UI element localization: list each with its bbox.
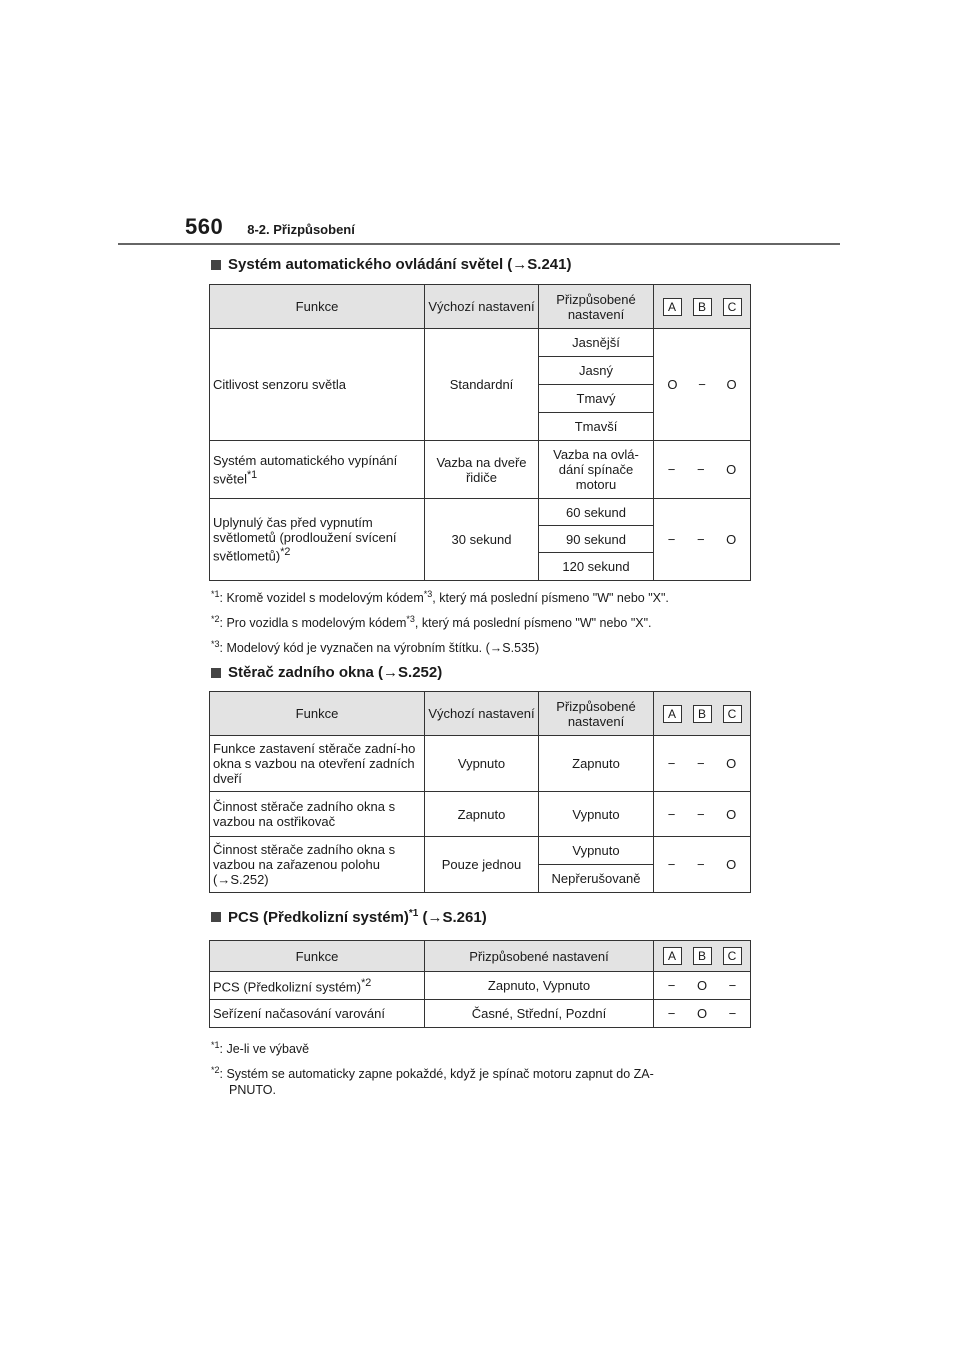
light-control-table [209, 284, 751, 581]
cell-abc [654, 736, 751, 792]
cell-abc [654, 1000, 751, 1028]
square-bullet-icon [211, 668, 221, 678]
rear-wiper-table [209, 691, 751, 893]
block3-title-text: PCS (Předkolizní systém)$^{*1}$ (→S.261) [228, 908, 487, 926]
letter-a: A [663, 705, 682, 723]
table-row [210, 499, 751, 526]
value-c: O [726, 532, 737, 547]
footnote: $^{*1}$: Je-li ve výbavě [211, 1040, 310, 1057]
header-rule [118, 243, 840, 245]
value-a: − [667, 857, 676, 872]
table-row [210, 441, 751, 499]
col-funkce: Funkce [210, 285, 425, 329]
value-b: − [698, 377, 706, 392]
cell-vychozi: Standardní [425, 329, 539, 441]
col-prizpusobene: Přizpůsobené nastavení [539, 692, 654, 736]
cell-vychozi: Pouze jednou [425, 837, 539, 893]
block1-title-text: Systém automatického ovládání světel (→S.241) [228, 256, 572, 273]
cell-vychozi: Vypnuto [425, 736, 539, 792]
table-row [210, 1000, 751, 1028]
block2-title-text: Stěrač zadního okna (→S.252) [228, 664, 443, 681]
col-abc [654, 285, 751, 329]
footnote: $^{*1}$: Kromě vozidel s modelovým kódem$^{*3}$, který má poslední písmeno "W" nebo "X". [211, 589, 669, 606]
cell-option: 90 sekund [539, 526, 654, 553]
block2-title [211, 664, 442, 681]
col-vychozi: Výchozí nastavení [425, 285, 539, 329]
square-bullet-icon [211, 260, 221, 270]
cell-abc [654, 792, 751, 837]
letter-a: A [663, 947, 682, 965]
value-a: − [667, 806, 676, 822]
letter-b: B [693, 947, 712, 965]
value-c: O [726, 806, 737, 822]
page-header [185, 214, 355, 240]
cell-option: Tmavší [539, 413, 654, 441]
cell-option: Jasný [539, 357, 654, 385]
letter-b: B [693, 705, 712, 723]
letter-c: C [723, 947, 742, 965]
value-c: − [728, 1006, 737, 1021]
col-prizpusobene: Přizpůsobené nastavení [539, 285, 654, 329]
footnote: $^{*3}$: Modelový kód je vyznačen na výrobním štítku. (→S.535) [211, 639, 540, 656]
value-c: O [726, 462, 737, 477]
value-b: − [696, 857, 705, 872]
cell-vychozi: Vazba na dveře řidiče [425, 441, 539, 499]
cell-abc [654, 441, 751, 499]
value-a: − [667, 462, 676, 477]
block1-title [211, 256, 571, 273]
col-prizpusobene: Přizpůsobené nastavení [425, 941, 654, 972]
cell-option: Nepřerušovaně [539, 865, 654, 893]
value-a: − [667, 756, 676, 771]
value-b: − [696, 462, 705, 477]
cell-abc [654, 837, 751, 893]
footnote-continuation: PNUTO. [229, 1083, 276, 1098]
table-row [210, 329, 751, 357]
table-row [210, 972, 751, 1000]
cell-option: Zapnuto, Vypnuto [425, 972, 654, 1000]
value-b: − [696, 532, 705, 547]
value-a: − [667, 978, 676, 993]
page-number: 560 [185, 214, 224, 239]
letter-b: B [693, 298, 712, 316]
cell-option: Zapnuto [539, 736, 654, 792]
cell-option: Vypnuto [539, 792, 654, 837]
col-vychozi: Výchozí nastavení [425, 692, 539, 736]
cell-funkce: Činnost stěrače zadního okna s vazbou na zařazenou polohu (→S.252) [210, 837, 425, 893]
letter-a: A [663, 298, 682, 316]
cell-funkce: Činnost stěrače zadního okna s vazbou na ostřikovač [210, 792, 425, 837]
cell-option: Vazba na ovlá-dání spínače motoru [539, 441, 654, 499]
cell-option: 120 sekund [539, 553, 654, 581]
table-row [210, 837, 751, 865]
section-title: 8-2. Přizpůsobení [247, 222, 355, 237]
value-b: − [696, 806, 705, 822]
cell-funkce: Citlivost senzoru světla [210, 329, 425, 441]
cell-funkce: Seřízení načasování varování [210, 1000, 425, 1028]
cell-funkce: Funkce zastavení stěrače zadní-ho okna s vazbou na otevření zadních dveří [210, 736, 425, 792]
cell-vychozi: 30 sekund [425, 499, 539, 581]
table-row [210, 736, 751, 792]
table-row [210, 792, 751, 837]
letter-c: C [723, 705, 742, 723]
cell-vychozi: Zapnuto [425, 792, 539, 837]
value-c: − [728, 978, 737, 993]
square-bullet-icon [211, 912, 221, 922]
cell-option: Tmavý [539, 385, 654, 413]
pcs-table [209, 940, 751, 1028]
value-a: − [667, 532, 676, 547]
value-c: O [726, 857, 737, 872]
col-funkce: Funkce [210, 692, 425, 736]
footnote: $^{*2}$: Pro vozidla s modelovým kódem$^{*3}$, který má poslední písmeno "W" nebo "X". [211, 614, 652, 631]
cell-abc [654, 329, 751, 441]
col-abc [654, 692, 751, 736]
footnote: $^{*2}$: Systém se automaticky zapne pokaždé, když je spínač motoru zapnut do ZA- PNUTO. [211, 1062, 751, 1098]
block3-title [211, 908, 487, 926]
cell-funkce: Systém automatického vypínání světel$^{*1}$ [210, 441, 425, 499]
cell-option: Vypnuto [539, 837, 654, 865]
cell-option: Jasnější [539, 329, 654, 357]
col-abc [654, 941, 751, 972]
value-b: − [696, 756, 705, 771]
value-b: O [696, 978, 708, 993]
letter-c: C [723, 298, 742, 316]
value-b: O [696, 1006, 708, 1021]
col-funkce: Funkce [210, 941, 425, 972]
value-c: O [726, 377, 737, 392]
cell-abc [654, 972, 751, 1000]
value-a: − [667, 1006, 676, 1021]
cell-funkce: Uplynulý čas před vypnutím světlometů (prodloužení svícení světlometů)$^{*2}$ [210, 499, 425, 581]
value-c: O [726, 756, 737, 771]
cell-funkce: PCS (Předkolizní systém)$^{*2}$ [210, 972, 425, 1000]
value-a: O [667, 377, 678, 392]
cell-option: Časné, Střední, Pozdní [425, 1000, 654, 1028]
cell-abc [654, 499, 751, 581]
cell-option: 60 sekund [539, 499, 654, 526]
